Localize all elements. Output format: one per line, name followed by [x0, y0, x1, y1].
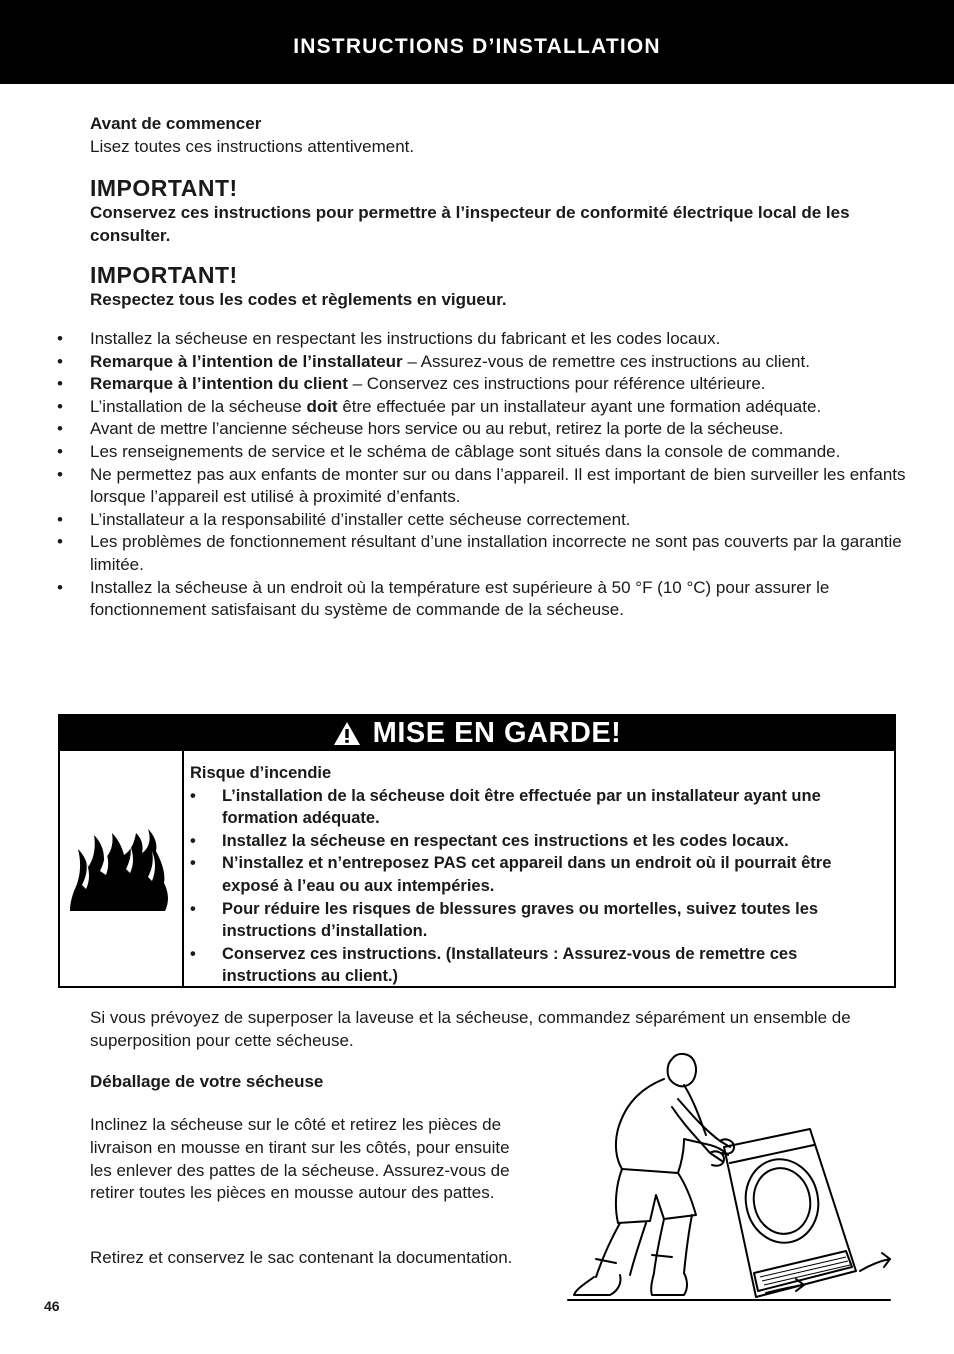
list-item: • Remarque à l’intention du client – Conservez ces instructions pour référence ultérieure. — [0, 373, 954, 396]
list-item: • L’installation de la sécheuse doit être effectuée par un installateur ayant une formation adéquate. — [190, 786, 821, 828]
list-item: • N’installez et n’entreposez PAS cet appareil dans un endroit où il pourrait être exposé à l’eau ou aux intempéries. — [190, 854, 832, 895]
list-item: • Installez la sécheuse en respectant les instructions du fabricant et les codes locaux. — [0, 328, 954, 351]
bullet-icon: • — [57, 464, 63, 484]
person-tilting-dryer-illustration — [560, 1045, 900, 1305]
list-item: • Conservez ces instructions. (Installateurs : Assurez-vous de remettre ces instructions au client.) — [190, 944, 798, 986]
bullet-icon: • — [57, 396, 63, 416]
bullet-icon: • — [190, 854, 196, 873]
bullet-icon: • — [57, 351, 63, 371]
bullet-icon: • — [190, 831, 196, 850]
bullet-icon: • — [190, 786, 196, 805]
unpacking-text: Inclinez la sécheuse sur le côté et retirez les pièces de livraison en mousse en tirant sur les côtés, pour ensuite les enlever des pattes de la sécheuse. Assurez-vous de retirer toutes les pièces en mousse autour des pattes. — [90, 1115, 510, 1203]
bullet-icon: • — [57, 441, 63, 461]
important-title-2: IMPORTANT! — [90, 262, 238, 288]
list-item: • Pour réduire les risques de blessures graves ou mortelles, suivez toutes les instructions d’installation. — [190, 899, 819, 941]
warning-list — [190, 785, 890, 988]
important-text-2: Respectez tous les codes et règlements en vigueur. — [90, 290, 507, 309]
installation-bullet-list — [0, 328, 954, 622]
warning-subtitle: Risque d’incendie — [190, 764, 332, 782]
header-title: INSTRUCTIONS D’INSTALLATION — [293, 35, 661, 58]
list-item: • L’installation de la sécheuse doit être effectuée par un installateur ayant une formation adéquate. — [0, 396, 954, 419]
list-item: • Installez la sécheuse en respectant ces instructions et les codes locaux. — [190, 830, 890, 853]
before-title: Avant de commencer — [90, 114, 262, 133]
bullet-icon: • — [190, 899, 196, 918]
bullet-icon: • — [57, 532, 63, 552]
list-item: • Les renseignements de service et le schéma de câblage sont situés dans la console de commande. — [0, 441, 954, 464]
list-item: • Les problèmes de fonctionnement résultant d’une installation incorrecte ne sont pas couverts par la garantie limitée. — [57, 532, 902, 574]
bullet-icon: • — [57, 419, 63, 439]
list-item: • Remarque à l’intention de l’installateur – Assurez-vous de remettre ces instructions au client. — [0, 351, 954, 374]
warning-box — [58, 714, 896, 988]
list-item: • Ne permettez pas aux enfants de monter sur ou dans l’appareil. Il est important de bien surveiller les enfants lorsque l’appareil est utilisé à proximité d’enfants. — [57, 464, 906, 507]
bullet-icon: • — [57, 577, 63, 597]
stacking-text: Si vous prévoyez de superposer la laveuse et la sécheuse, commandez séparément un ensemble de superposition pour cette sécheuse. — [90, 1008, 851, 1050]
bullet-icon: • — [190, 944, 196, 963]
warning-text — [190, 762, 890, 988]
important-text-1: Conservez ces instructions pour permettre à l’inspecteur de conformité électrique local de les consulter. — [90, 203, 850, 245]
warning-icon-cell — [60, 751, 184, 986]
bullet-icon: • — [57, 374, 63, 394]
before-text: Lisez toutes ces instructions attentivement. — [90, 137, 415, 156]
list-item: • Avant de mettre l’ancienne sécheuse hors service ou au rebut, retirez la porte de la sécheuse. — [0, 418, 954, 441]
unpacking-title: Déballage de votre sécheuse — [90, 1072, 324, 1091]
list-item: • L’installateur a la responsabilité d’installer cette sécheuse correctement. — [0, 509, 954, 532]
important-title-1: IMPORTANT! — [90, 175, 238, 201]
warning-header — [60, 716, 894, 751]
page-header — [0, 0, 954, 84]
bullet-icon: • — [57, 509, 63, 529]
page-number: 46 — [44, 1298, 60, 1314]
bullet-icon: • — [57, 329, 63, 348]
list-item: • Installez la sécheuse à un endroit où la température est supérieure à 50 °F (10 °C) pour assurer le fonctionnement satisfaisant du système de commande de la sécheuse. — [57, 577, 830, 620]
warning-triangle-icon — [333, 721, 361, 746]
bag-text: Retirez et conservez le sac contenant la documentation. — [90, 1248, 513, 1267]
fire-hazard-icon — [60, 751, 182, 986]
warning-title: MISE EN GARDE! — [372, 717, 622, 749]
intro-section — [90, 112, 910, 311]
